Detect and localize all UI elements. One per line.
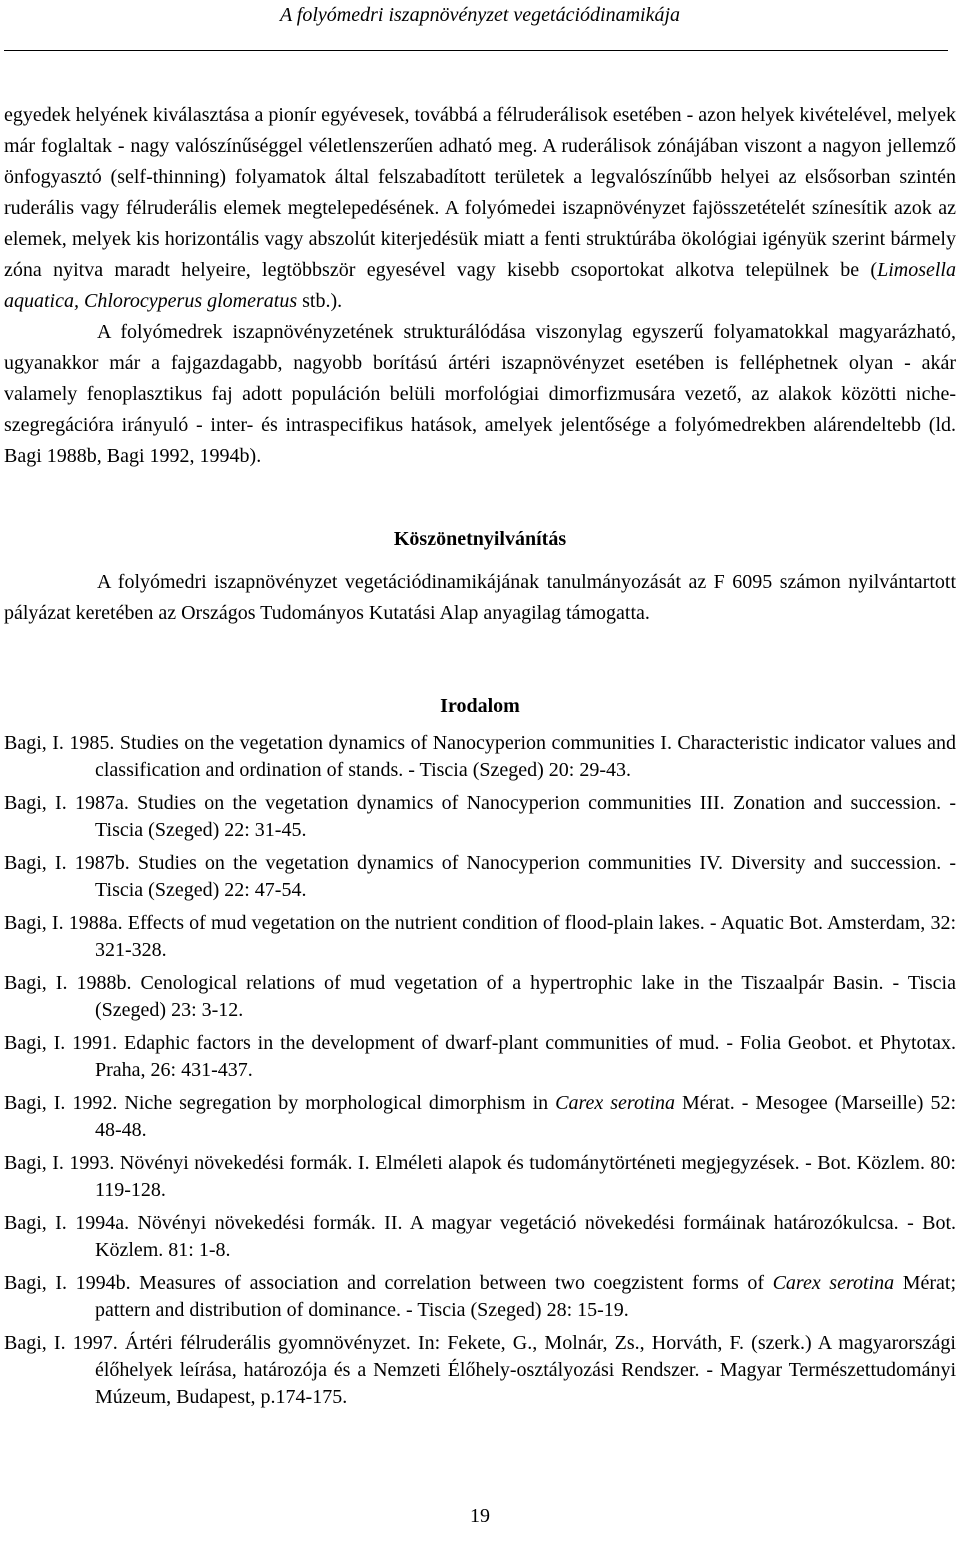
body-paragraph-1-end: stb.).: [297, 290, 343, 312]
page-content: [4, 100, 956, 1417]
reference-text: Bagi, I. 1987b. Studies on the vegetation dynamics of Nanocyperion communities IV. Diversity and succession. - Tiscia (Szeged) 22: 47-54.: [4, 852, 956, 901]
reference-species: Carex serotina: [772, 1272, 895, 1294]
running-header: A folyómedri iszapnövényzet vegetációdinamikája: [279, 4, 681, 26]
reference-item: [4, 1030, 956, 1084]
reference-item: [4, 850, 956, 904]
page-number: 19: [470, 1505, 490, 1527]
header-rule: [4, 50, 948, 51]
reference-text: Bagi, I. 1985. Studies on the vegetation dynamics of Nanocyperion communities I. Characteristic indicator values and classification and ordination of stands. - Tiscia (Szeged) 20: 29-43.: [4, 732, 956, 781]
reference-text-end: Mérat; pattern and distribution of dominance. - Tiscia (Szeged) 28: 15-19.: [95, 1272, 957, 1321]
reference-text: Bagi, I. 1991. Edaphic factors in the development of dwarf-plant communities of mud. - Folia Geobot. et Phytotax. Praha, 26: 431-437.: [4, 1032, 956, 1081]
reference-item: [4, 790, 956, 844]
body-paragraph-1: [4, 100, 956, 317]
literature-heading: Irodalom: [440, 695, 520, 717]
reference-text: Bagi, I. 1992. Niche segregation by morphological dimorphism in: [4, 1092, 556, 1114]
reference-item: [4, 730, 956, 784]
reference-text: Bagi, I. 1988b. Cenological relations of mud vegetation of a hypertrophic lake in the Tiszaalpár Basin. - Tiscia (Szeged) 23: 3-12.: [4, 972, 956, 1021]
reference-text: Bagi, I. 1987a. Studies on the vegetation dynamics of Nanocyperion communities III. Zonation and succession. - Tiscia (Szeged) 22: 31-45.: [4, 792, 956, 841]
acknowledgement-text: A folyómedri iszapnövényzet vegetációdinamikájának tanulmányozását az F 6095 számon nyilvántartott pályázat keretében az Országos Tudományos Kutatási Alap anyagilag támogatta.: [4, 571, 956, 624]
reference-item: [4, 970, 956, 1024]
acknowledgement-heading: Köszönetnyilvánítás: [393, 528, 567, 550]
reference-item: [4, 1150, 956, 1204]
reference-list: [4, 730, 956, 1411]
reference-item: [4, 1090, 956, 1144]
reference-item: [4, 1330, 956, 1411]
body-paragraph-1-text: egyedek helyének kiválasztása a pionír egyévesek, továbbá a félruderálisok esetében - azon helyek kivételével, melyek már foglaltak - nagy valószínűséggel véletlenszerűen adható meg. A ruderálisok zónájában viszont a nagyon jellemző önfogyasztó (self-thinning) folyamatok által felszabadított területek a legvalószínűbb helyei az elsősorban szintén ruderális vagy félruderális elemek megtelepedésének. A folyómedei iszapnövényzet fajösszetételét színesítik azok az elemek, melyek kis horizontális vagy abszolút kiterjedésük miatt a fenti struktúrába ökológiai igényük szerint bármely zóna nyitva maradt helyeire, legtöbbször egyesével vagy kisebb csoportokat alkotva települnek be (: [4, 104, 956, 281]
reference-text: Bagi, I. 1988a. Effects of mud vegetation on the nutrient condition of flood-plain lakes. - Aquatic Bot. Amsterdam, 32: 321-328.: [4, 912, 956, 961]
reference-text: Bagi, I. 1994a. Növényi növekedési formák. II. A magyar vegetáció növekedési formáinak határozókulcsa. - Bot. Közlem. 81: 1-8.: [4, 1212, 956, 1261]
reference-text: Bagi, I. 1993. Növényi növekedési formák. I. Elméleti alapok és tudománytörténeti megjegyzések. - Bot. Közlem. 80: 119-128.: [4, 1152, 956, 1201]
reference-text: Bagi, I. 1994b. Measures of association and correlation between two coegzistent forms of: [4, 1272, 773, 1294]
body-paragraph-2: A folyómedrek iszapnövényzetének strukturálódása viszonylag egyszerű folyamatokkal magyarázható, ugyanakkor már a fajgazdagabb, nagyobb borítású ártéri iszapnövényzet esetében is felléphetnek olyan - akár valamely fenoplasztikus faj adott populáción belüli morfológiai dimorfizmusára vezető, az alakok közötti niche-szegregációra irányuló - inter- és intraspecifikus hatások, amelyek jelentősége a folyómedrekben alárendeltebb (ld. Bagi 1988b, Bagi 1992, 1994b).: [4, 321, 956, 467]
reference-text-end: Mérat. - Mesogee (Marseille) 52: 48-48.: [95, 1092, 957, 1141]
species-names: Limosella aquatica, Chlorocyperus glomeratus: [4, 259, 956, 312]
reference-item: [4, 1210, 956, 1264]
reference-item: [4, 910, 956, 964]
reference-species: Carex serotina: [555, 1092, 676, 1114]
reference-item: [4, 1270, 956, 1324]
reference-text: Bagi, I. 1997. Ártéri félruderális gyomnövényzet. In: Fekete, G., Molnár, Zs., Horváth, F. (szerk.) A magyarországi élőhelyek leírása, határozója és a Nemzeti Élőhely-osztályozási Rendszer. - Magyar Természettudományi Múzeum, Budapest, p.174-175.: [4, 1332, 956, 1408]
